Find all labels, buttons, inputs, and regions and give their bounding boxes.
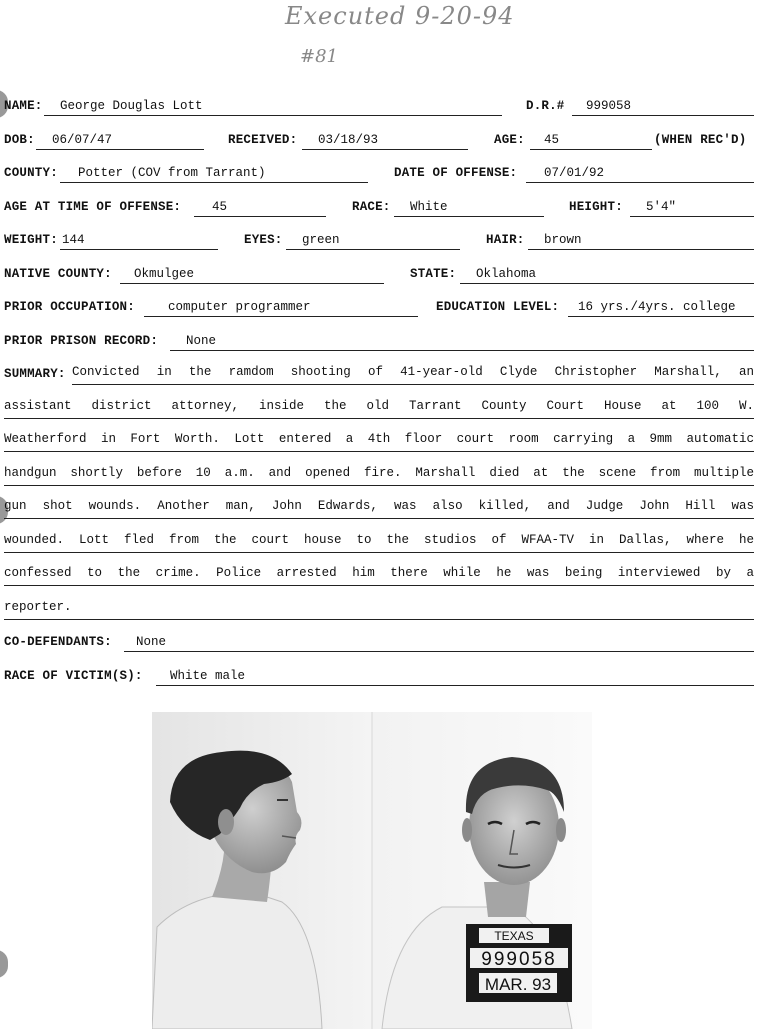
summary-line: Weatherford in Fort Worth. Lott entered a 4th floor court room carrying a 9mm automatic [4, 429, 754, 452]
victim-race-value: White male [170, 669, 246, 683]
state-label: STATE: [410, 267, 457, 281]
codefendants-label: CO-DEFENDANTS: [4, 635, 112, 649]
education-label: EDUCATION LEVEL: [436, 300, 560, 314]
prior-record-label: PRIOR PRISON RECORD: [4, 334, 159, 348]
punch-hole-bottom [0, 950, 8, 978]
age-offense-value: 45 [212, 200, 228, 214]
number-annotation: #81 [300, 46, 338, 67]
occupation-label: PRIOR OCCUPATION: [4, 300, 135, 314]
codefendants-value: None [136, 635, 167, 649]
summary-label: SUMMARY: [4, 367, 66, 381]
summary-line: reporter. [4, 597, 754, 620]
county-label: COUNTY: [4, 166, 58, 180]
row-age-offense [4, 197, 754, 217]
weight-value: 144 [62, 233, 85, 247]
received-value: 03/18/93 [318, 133, 379, 147]
age-value: 45 [544, 133, 560, 147]
date-offense-value: 07/01/92 [544, 166, 605, 180]
when-recd-label: (WHEN REC'D) [654, 133, 747, 147]
hair-value: brown [544, 233, 582, 247]
mugshot-photo [152, 712, 592, 1029]
native-county-value: Okmulgee [134, 267, 195, 281]
received-label: RECEIVED: [228, 133, 298, 147]
row-weight [4, 230, 754, 250]
height-label: HEIGHT: [569, 200, 623, 214]
date-offense-label: DATE OF OFFENSE: [394, 166, 518, 180]
native-county-label: NATIVE COUNTY: [4, 267, 112, 281]
prior-record-value: None [186, 334, 217, 348]
row-dob [4, 130, 754, 150]
eyes-label: EYES: [244, 233, 283, 247]
name-value: George Douglas Lott [60, 99, 203, 113]
placard-state: TEXAS [494, 929, 534, 943]
occupation-value: computer programmer [168, 300, 311, 314]
height-value: 5'4" [646, 200, 677, 214]
age-offense-label: AGE AT TIME OF OFFENSE: [4, 200, 182, 214]
row-name [4, 96, 754, 116]
placard-date: MAR. 93 [484, 975, 552, 994]
race-value: White [410, 200, 448, 214]
victim-race-label: RACE OF VICTIM(S): [4, 669, 143, 683]
summary-line: wounded. Lott fled from the court house to the studios of WFAA-TV in Dallas, where he [4, 530, 754, 553]
weight-label: WEIGHT: [4, 233, 58, 247]
hair-label: HAIR: [486, 233, 525, 247]
placard-number: 999058 [481, 949, 557, 970]
education-value: 16 yrs./4yrs. college [578, 300, 736, 314]
dr-label: D.R.# [526, 99, 565, 113]
dob-value: 06/07/47 [52, 133, 113, 147]
age-label: AGE: [494, 133, 525, 147]
race-label: RACE: [352, 200, 391, 214]
row-codefendants [4, 632, 754, 652]
county-value: Potter (COV from Tarrant) [78, 166, 266, 180]
id-placard [466, 924, 572, 1002]
row-prior-record [4, 331, 754, 351]
row-victim-race [4, 666, 754, 686]
row-county [4, 163, 754, 183]
summary-line: assistant district attorney, inside the old Tarrant County Court House at 100 W. [4, 396, 754, 419]
executed-annotation: Executed 9-20-94 [285, 2, 515, 30]
summary-line: confessed to the crime. Police arrested him there while he was being interviewed by a [4, 563, 754, 586]
row-occupation [4, 297, 754, 317]
row-native-county [4, 264, 754, 284]
summary-line: gun shot wounds. Another man, John Edwards, was also killed, and Judge John Hill was [4, 496, 754, 519]
state-value: Oklahoma [476, 267, 537, 281]
name-label: NAME: [4, 99, 43, 113]
eyes-value: green [302, 233, 340, 247]
dob-label: DOB: [4, 133, 35, 147]
summary-line: Convicted in the ramdom shooting of 41-year-old Clyde Christopher Marshall, an [72, 362, 754, 385]
dr-value: 999058 [586, 99, 632, 113]
summary-line: handgun shortly before 10 a.m. and opened fire. Marshall died at the scene from multiple [4, 463, 754, 486]
